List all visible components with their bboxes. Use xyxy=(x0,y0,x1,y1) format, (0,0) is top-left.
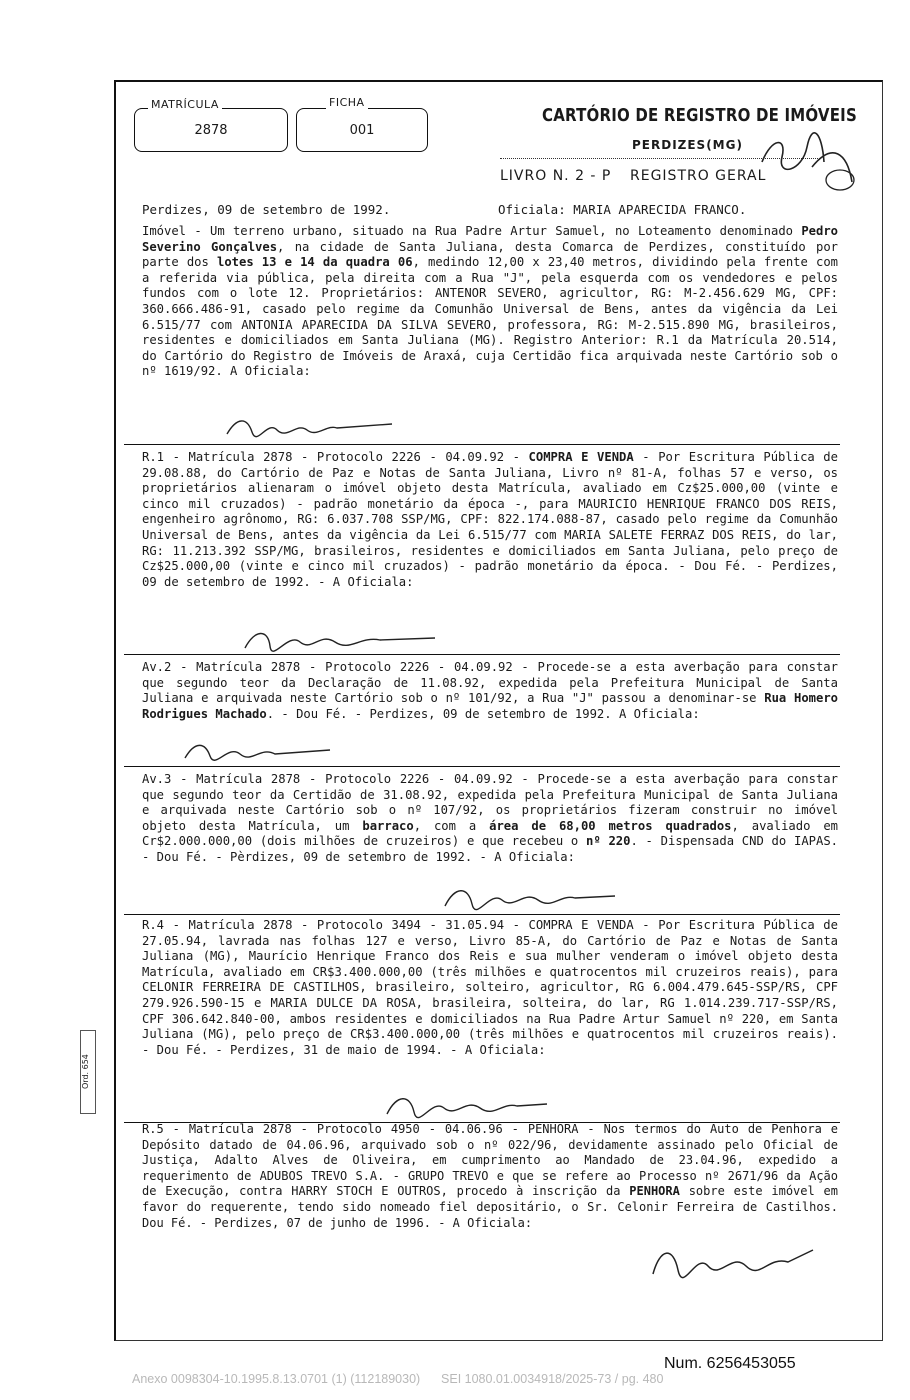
av3-text-3: , avaliado em Cr$2.000.000,00 (dois milhões de cruzeiros) e que recebeu o xyxy=(142,818,839,849)
av3-text-4: . - Dispensada CND do IAPAS. - Dou Fé. - Pèrdizes, 09 de setembro de 1992. - A Oficiala: xyxy=(142,834,839,864)
section-r5 xyxy=(142,1122,838,1231)
annex-reference: Anexo 0098304-10.1995.8.13.0701 (1) (112189030) SEI 1080.01.0034918/2025-73 / pg. 480 xyxy=(132,1372,664,1386)
section-av2 xyxy=(142,660,838,722)
imovel-text-1: Imóvel - Um terreno urbano, situado na Rua Padre Artur Samuel, no Loteamento denominado xyxy=(142,224,802,238)
ficha-label: FICHA xyxy=(326,96,368,109)
divider xyxy=(124,654,840,655)
header-signature xyxy=(752,122,862,192)
livro-label: LIVRO N. 2 - P xyxy=(500,168,612,184)
divider xyxy=(124,766,840,767)
registry-date: Perdizes, 09 de setembro de 1992. xyxy=(142,202,391,217)
av2-rua-nome: Rua Homero Rodrigues Machado xyxy=(142,691,839,721)
av2-text-1: Av.2 - Matrícula 2878 - Protocolo 2226 - 04.09.92 - Procede-se a esta averbação para constar que segundo teor da Declaração de 11.08.92, expedida pela Prefeitura Municipal de Santa Juliana e arquivada neste Cartório sob o nº 101/92, a Rua "J" passou a denominar-se xyxy=(142,660,838,706)
r5-text-1: R.5 - Matrícula 2878 - Protocolo 4950 - 04.06.96 - PENHORA - Nos termos do Auto de Penhora e Depósito datado de 04.06.96, arquivado sob o nº 022/96, devidamente assinado pelo Oficial de Justiça, Adalto Alves de Oliveira, em cumprimento ao Mandado de 23.04.96, expedido a requerimento de ADUBOS TREVO S.A. - GRUPO TREVO e que se refere ao Processo nº 2671/96 da Ação de Execução, contra HARRY STOCH E OUTROS, procedo à inscrição da xyxy=(142,1122,838,1199)
registro-label: REGISTRO GERAL xyxy=(630,168,767,184)
registry-oficiala: Oficiala: MARIA APARECIDA FRANCO. xyxy=(498,202,747,217)
signature-oficiala-4 xyxy=(440,880,620,914)
matricula-value: 2878 xyxy=(194,123,228,138)
av2-text-2: . - Dou Fé. - Perdizes, 09 de setembro de 1992. A Oficiala: xyxy=(266,706,700,721)
ficha-box xyxy=(296,108,428,152)
av3-text-1: Av.3 - Matrícula 2878 - Protocolo 2226 - 04.09.92 - Procede-se a esta averbação para constar que segundo teor da Certidão de 31.08.92, expedida pela Prefeitura Municipal de Santa Juliana e arquivada neste Cartório sob o nº 107/92, os proprietários fizeram construir no imóvel objeto desta Matrícula, um xyxy=(142,772,838,833)
document-number: Num. 6256453055 xyxy=(664,1355,796,1372)
divider xyxy=(124,914,840,915)
av3-numero: nº 220 xyxy=(586,834,631,849)
section-av3 xyxy=(142,772,838,866)
signature-oficiala-5 xyxy=(382,1088,552,1122)
margin-stamp: Ord. 654 xyxy=(80,1030,96,1114)
section-imovel xyxy=(142,224,838,380)
signature-oficiala-2 xyxy=(240,624,440,654)
r5-text-2: sobre este imóvel em favor do requerente, tendo sido nomeado fiel depositário, o Sr. Celonir Ferreira de Castilhos. Dou Fé. - Perdizes, 07 de junho de 1996. - A Oficiala: xyxy=(142,1184,839,1230)
imovel-text-2: , na cidade de Santa Juliana, desta Comarca de Perdizes, constituído por parte dos xyxy=(142,239,838,270)
signature-oficiala-1 xyxy=(222,412,402,442)
r1-compra-venda: COMPRA E VENDA xyxy=(528,450,634,464)
imovel-lotes: lotes 13 e 14 da quadra 06 xyxy=(216,255,413,270)
section-r4: R.4 - Matrícula 2878 - Protocolo 3494 - 31.05.94 - COMPRA E VENDA - Por Escritura Pública de 27.05.94, lavrada nas folhas 127 e verso, Livro 85-A, do Cartório de Paz e Notas de Santa Juliana (MG), Maurício Henrique Franco dos Reis e sua mulher venderam o imóvel objeto desta Matrícula, avaliado em CR$3.400.000,00 (três milhões e quatrocentos mil cruzeiros reais), para CELONIR FERREIRA DE CASTILHOS, brasileiro, solteiro, agricultor, RG 6.004.479.645-SSP/RS, CPF 279.926.590-15 e MARIA DULCE DA ROSA, brasileira, solteira, do lar, RG 1.014.239.717-SSP/RS, CPF 306.642.840-00, ambos residentes e domiciliados na Rua Padre Artur Samuel nº 220, em Santa Juliana (MG), pelo preço de CR$3.400.000,00 (três milhões e quatrocentos mil cruzeiros reais). - Dou Fé. - Perdizes, 31 de maio de 1994. - A Oficiala: xyxy=(142,918,838,1057)
city-label: PERDIZES(MG) xyxy=(632,138,743,152)
imovel-text-3: , medindo 12,00 x 23,40 metros, dividindo pela frente com a referida via pública, pela direita com a Rua "J", pela esquerda com os vendedores e pelos fundos com o lote 12. Proprietários: ANTENOR SEVERO, agricultor, RG: M-2.456.629 MG, CPF: 360.666.486-91, casado pelo regime da Comunhão Universal de Bens, antes da vigência da Lei 6.515/77 com ANTONIA APARECIDA DA SILVA SEVERO, professora, RG: M-2.515.890 MG, brasileiros, residentes e domiciliados em Santa Juliana (MG). Registro Anterior: R.1 da Matrícula 20.514, do Cartório do Registro de Imóveis de Araxá, cuja Certidão fica arquivada neste Cartório sob o nº 1619/92. A Oficiala: xyxy=(142,255,838,379)
ficha-value: 001 xyxy=(349,123,375,138)
imovel-loteamento: Pedro Severino Gonçalves xyxy=(142,224,838,254)
av3-barraco: barraco xyxy=(362,818,414,833)
r5-penhora: PENHORA xyxy=(629,1184,680,1199)
section-r1 xyxy=(142,450,838,590)
matricula-label: MATRÍCULA xyxy=(148,98,222,111)
divider xyxy=(124,444,840,445)
signature-oficiala-3 xyxy=(180,736,340,766)
cartorio-title: CARTÓRIO DE REGISTRO DE IMÓVEIS xyxy=(542,104,857,126)
signature-oficiala-6 xyxy=(648,1240,818,1284)
matricula-box xyxy=(134,108,288,152)
r1-text-2: - Por Escritura Pública de 29.08.88, do Cartório de Paz e Notas de Santa Juliana, Livro nº 81-A, folhas 57 e verso, os proprietários alienaram o imóvel objeto desta Matrícula, avaliado em Cz$25.000,00 (vinte e cinco mil cruzados) - padrão monetário da época -, para MAURICIO HENRIQUE FRANCO DOS REIS, engenheiro agrônomo, RG: 6.037.708 SSP/MG, CPF: 822.174.088-87, casado pelo regime da Comunhão Universal de Bens, antes da vigência da Lei 6.515/77 com MARIA SALETE FERRAZ DOS REIS, do lar, RG: 11.213.392 SSP/MG, brasileiros, residentes e domiciliados em Santa Juliana, pelo preço de Cz$25.000,00 (vinte e cinco mil cruzados) - padrão monetário da época. - Dou Fé. - Perdizes, 09 de setembro de 1992. - A Oficiala: xyxy=(142,450,838,589)
r1-text-1: R.1 - Matrícula 2878 - Protocolo 2226 - 04.09.92 - xyxy=(142,450,529,464)
av3-area: área de 68,00 metros quadrados xyxy=(489,818,732,833)
av3-text-2: , com a xyxy=(413,818,490,833)
